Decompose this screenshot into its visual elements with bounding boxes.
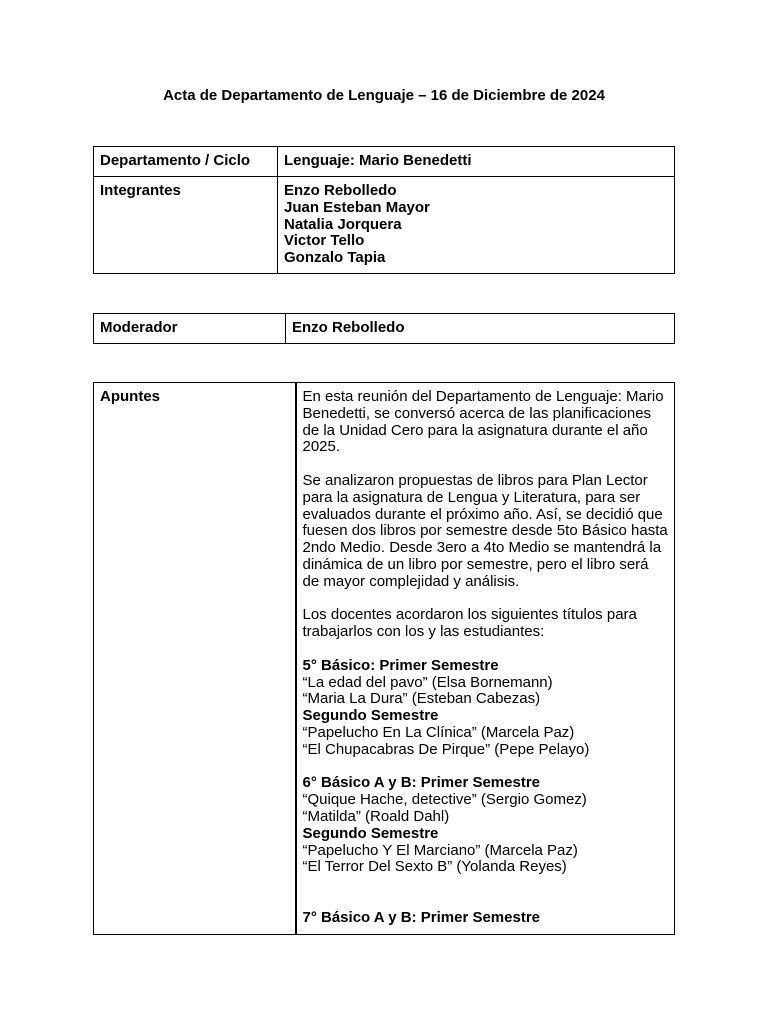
member-name: Gonzalo Tapia — [284, 249, 386, 267]
semester-heading: Segundo Semestre — [302, 824, 439, 842]
grade-heading: 6° Básico A y B: Primer Semestre — [302, 774, 540, 792]
members-list — [278, 177, 675, 274]
notes-paragraph: Se analizaron propuestas de libros para Plan Lector para la asignatura de Lengua y Literatura, para ser evaluados durante el próximo año. Así, se decidió que fuesen dos libros por semestre desde 5to Básico hasta 2ndo Medio. Desde 3ero a 4to Medio se mantendrá la dinámica de un libro por semestre, pero el libro será de mayor complejidad y análisis. — [302, 471, 668, 590]
department-value: Lenguaje: Mario Benedetti — [278, 147, 675, 177]
notes-paragraph: Los docentes acordaron los siguientes títulos para trabajarlos con los y las estudiantes: — [302, 606, 637, 641]
document-title: Acta de Departamento de Lenguaje – 16 de Diciembre de 2024 — [163, 87, 605, 104]
member-name: Victor Tello — [284, 232, 365, 250]
moderator-value: Enzo Rebolledo — [286, 314, 675, 344]
notes-paragraph: En esta reunión del Departamento de Lenguaje: Mario Benedetti, se conversó acerca de las planificaciones de la Unidad Cero para la asignatura durante el año 2025. — [302, 388, 664, 456]
notes-table — [93, 382, 675, 935]
book-title: “Matilda” (Roald Dahl) — [302, 807, 450, 825]
notes-content — [296, 383, 675, 935]
grade-heading: 5° Básico: Primer Semestre — [302, 656, 499, 674]
book-title: “El Terror Del Sexto B” (Yolanda Reyes) — [302, 858, 567, 876]
members-label: Integrantes — [94, 177, 278, 274]
book-title: “Quique Hache, detective” (Sergio Gomez) — [302, 791, 587, 809]
book-title: “Maria La Dura” (Esteban Cabezas) — [302, 690, 541, 708]
book-title: “El Chupacabras De Pirque” (Pepe Pelayo) — [302, 740, 590, 758]
book-title: “La edad del pavo” (Elsa Bornemann) — [302, 673, 553, 691]
book-title: “Papelucho En La Clínica” (Marcela Paz) — [302, 723, 575, 741]
member-name: Enzo Rebolledo — [284, 182, 397, 199]
department-label: Departamento / Ciclo — [94, 147, 278, 177]
notes-label: Apuntes — [94, 383, 296, 935]
book-title: “Papelucho Y El Marciano” (Marcela Paz) — [302, 841, 578, 859]
moderator-table — [93, 313, 675, 344]
grade-heading: 7° Básico A y B: Primer Semestre — [302, 908, 540, 926]
member-name: Juan Esteban Mayor — [284, 198, 430, 216]
semester-heading: Segundo Semestre — [302, 707, 439, 725]
member-name: Natalia Jorquera — [284, 215, 402, 233]
info-table — [93, 146, 675, 274]
moderator-label: Moderador — [94, 314, 286, 344]
